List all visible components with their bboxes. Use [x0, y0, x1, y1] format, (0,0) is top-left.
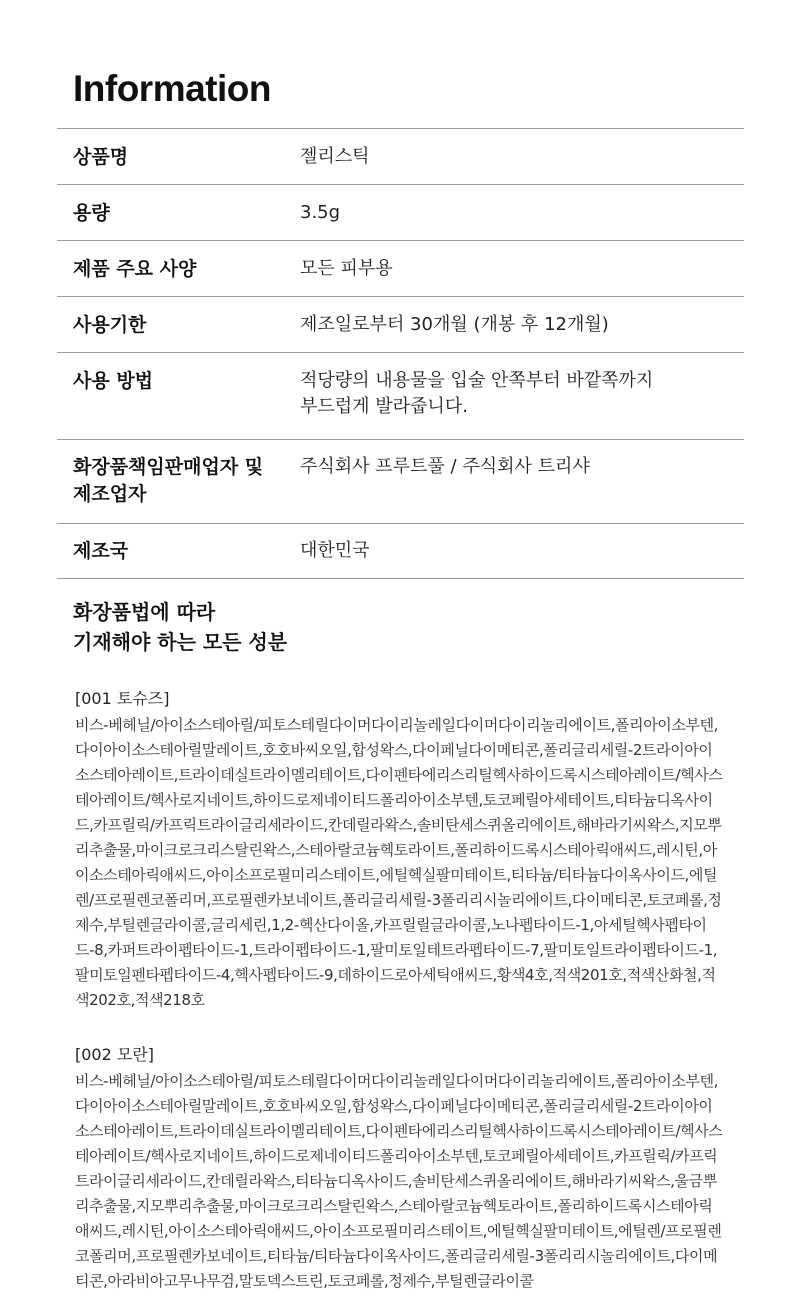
info-row-label: 제품 주요 사양 [73, 258, 197, 280]
info-row-country [57, 524, 744, 579]
info-row-main-spec [57, 241, 744, 297]
ingredients-heading: 화장품법에 따라 기재해야 하는 모든 성분 [73, 600, 288, 654]
ingredient-title: [002 모란] [75, 1045, 155, 1064]
info-row-value: 젤리스틱 [300, 146, 370, 167]
info-row-expiry [57, 297, 744, 353]
info-row-label: 용량 [73, 202, 110, 224]
information-title: Information [73, 68, 271, 109]
info-row-usage [57, 353, 744, 440]
ingredient-list: 비스-베헤닐/아이소스테아릴/피토스테릴다이머다이리놀레일다이머다이리놀리에이트,폴리아이소부텐,다이아이소스테아릴말레이트,호호바씨오일,합성왁스,다이페닐다이메티콘,폴리글리세릴-2트라이아이소스테아레이트,트라이데실트라이멜리테이트,다이펜타에리스리틸헥사하이드록시스테아레이트/헥사스테아레이트/헥사로지네이트,하이드로제네이티드폴리아이소부텐,토코페릴아세테이트,카프릴릭/카프릭트라이글리세라이드,칸데릴라왁스,티타늄디옥사이드,솔비탄세스퀴올리에이트,해바라기씨왁스,울금뿌리추출물,지모뿌리추출물,마이크로크리스탈린왁스,스테아랄코늄헥토라이트,폴리하이드록시스테아릭애씨드,레시틴,아이소스테아릭애씨드,아이소프로필미리스테이트,에틸헥실팔미테이트,에틸렌/프로필렌코폴리머,프로필렌카보네이트,티타늄/티타늄다이옥사이드,폴리글리세릴-3폴리리시놀리에이트,다이메티콘,아라비아고무나무검,말토덱스트린,토코페롤,정제수,부틸렌글라이콜 [75, 1072, 723, 1290]
ingredient-title: [001 토슈즈] [75, 689, 170, 708]
info-row-label: 상품명 [73, 146, 129, 168]
info-row-manufacturer [57, 440, 744, 524]
info-row-value: 대한민국 [300, 540, 370, 561]
info-row-label: 제조국 [73, 540, 129, 562]
information-table [57, 128, 744, 579]
ingredient-block-001 [75, 687, 725, 1013]
info-row-value: 주식회사 프루트풀 / 주식회사 트리샤 [300, 456, 590, 477]
info-row-value: 적당량의 내용물을 입술 안쪽부터 바깥쪽까지 부드럽게 발라줍니다. [300, 370, 654, 417]
info-row-value: 3.5g [300, 202, 341, 223]
info-row-label: 사용 방법 [73, 370, 154, 392]
info-row-label: 화장품책임판매업자 및 제조업자 [73, 456, 264, 505]
info-row-volume [57, 185, 744, 241]
ingredient-block-002 [75, 1043, 725, 1294]
ingredient-list: 비스-베헤닐/아이소스테아릴/피토스테릴다이머다이리놀레일다이머다이리놀리에이트,폴리아이소부텐,다이아이소스테아릴말레이트,호호바씨오일,합성왁스,다이페닐다이메티콘,폴리글리세릴-2트라이아이소스테아레이트,트라이데실트라이멜리테이트,다이펜타에리스리틸헥사하이드록시스테아레이트/헥사스테아레이트/헥사로지네이트,하이드로제네이티드폴리아이소부텐,토코페릴아세테이트,티타늄디옥사이드,카프릴릭/카프릭트라이글리세라이드,칸데릴라왁스,솔비탄세스퀴올리에이트,해바라기씨왁스,지모뿌리추출물,마이크로크리스탈린왁스,스테아랄코늄헥토라이트,폴리하이드록시스테아릭애씨드,레시틴,아이소스테아릭애씨드,아이소프로필미리스테이트,에틸헥실팔미테이트,티타늄/티타늄다이옥사이드,에틸렌/프로필렌코폴리머,프로필렌카보네이트,폴리글리세릴-3폴리리시놀리에이트,다이메티콘,토코페롤,정제수,부틸렌글라이콜,글리세린,1,2-헥산다이올,카프릴릴글라이콜,노나펩타이드-1,아세틸헥사펩타이드-8,카퍼트라이펩타이드-1,트라이펩타이드-1,팔미토일테트라펩타이드-7,팔미토일트라이펩타이드-1,팔미토일펜타펩타이드-4,헥사펩타이드-9,데하이드로아세틱애씨드,황색4호,적색201호,적색산화철,적색202호,적색218호 [75, 716, 723, 1009]
info-row-label: 사용기한 [73, 314, 147, 336]
info-row-product-name [57, 129, 744, 185]
info-row-value: 제조일로부터 30개월 (개봉 후 12개월) [300, 314, 609, 335]
info-row-value: 모든 피부용 [300, 258, 393, 279]
